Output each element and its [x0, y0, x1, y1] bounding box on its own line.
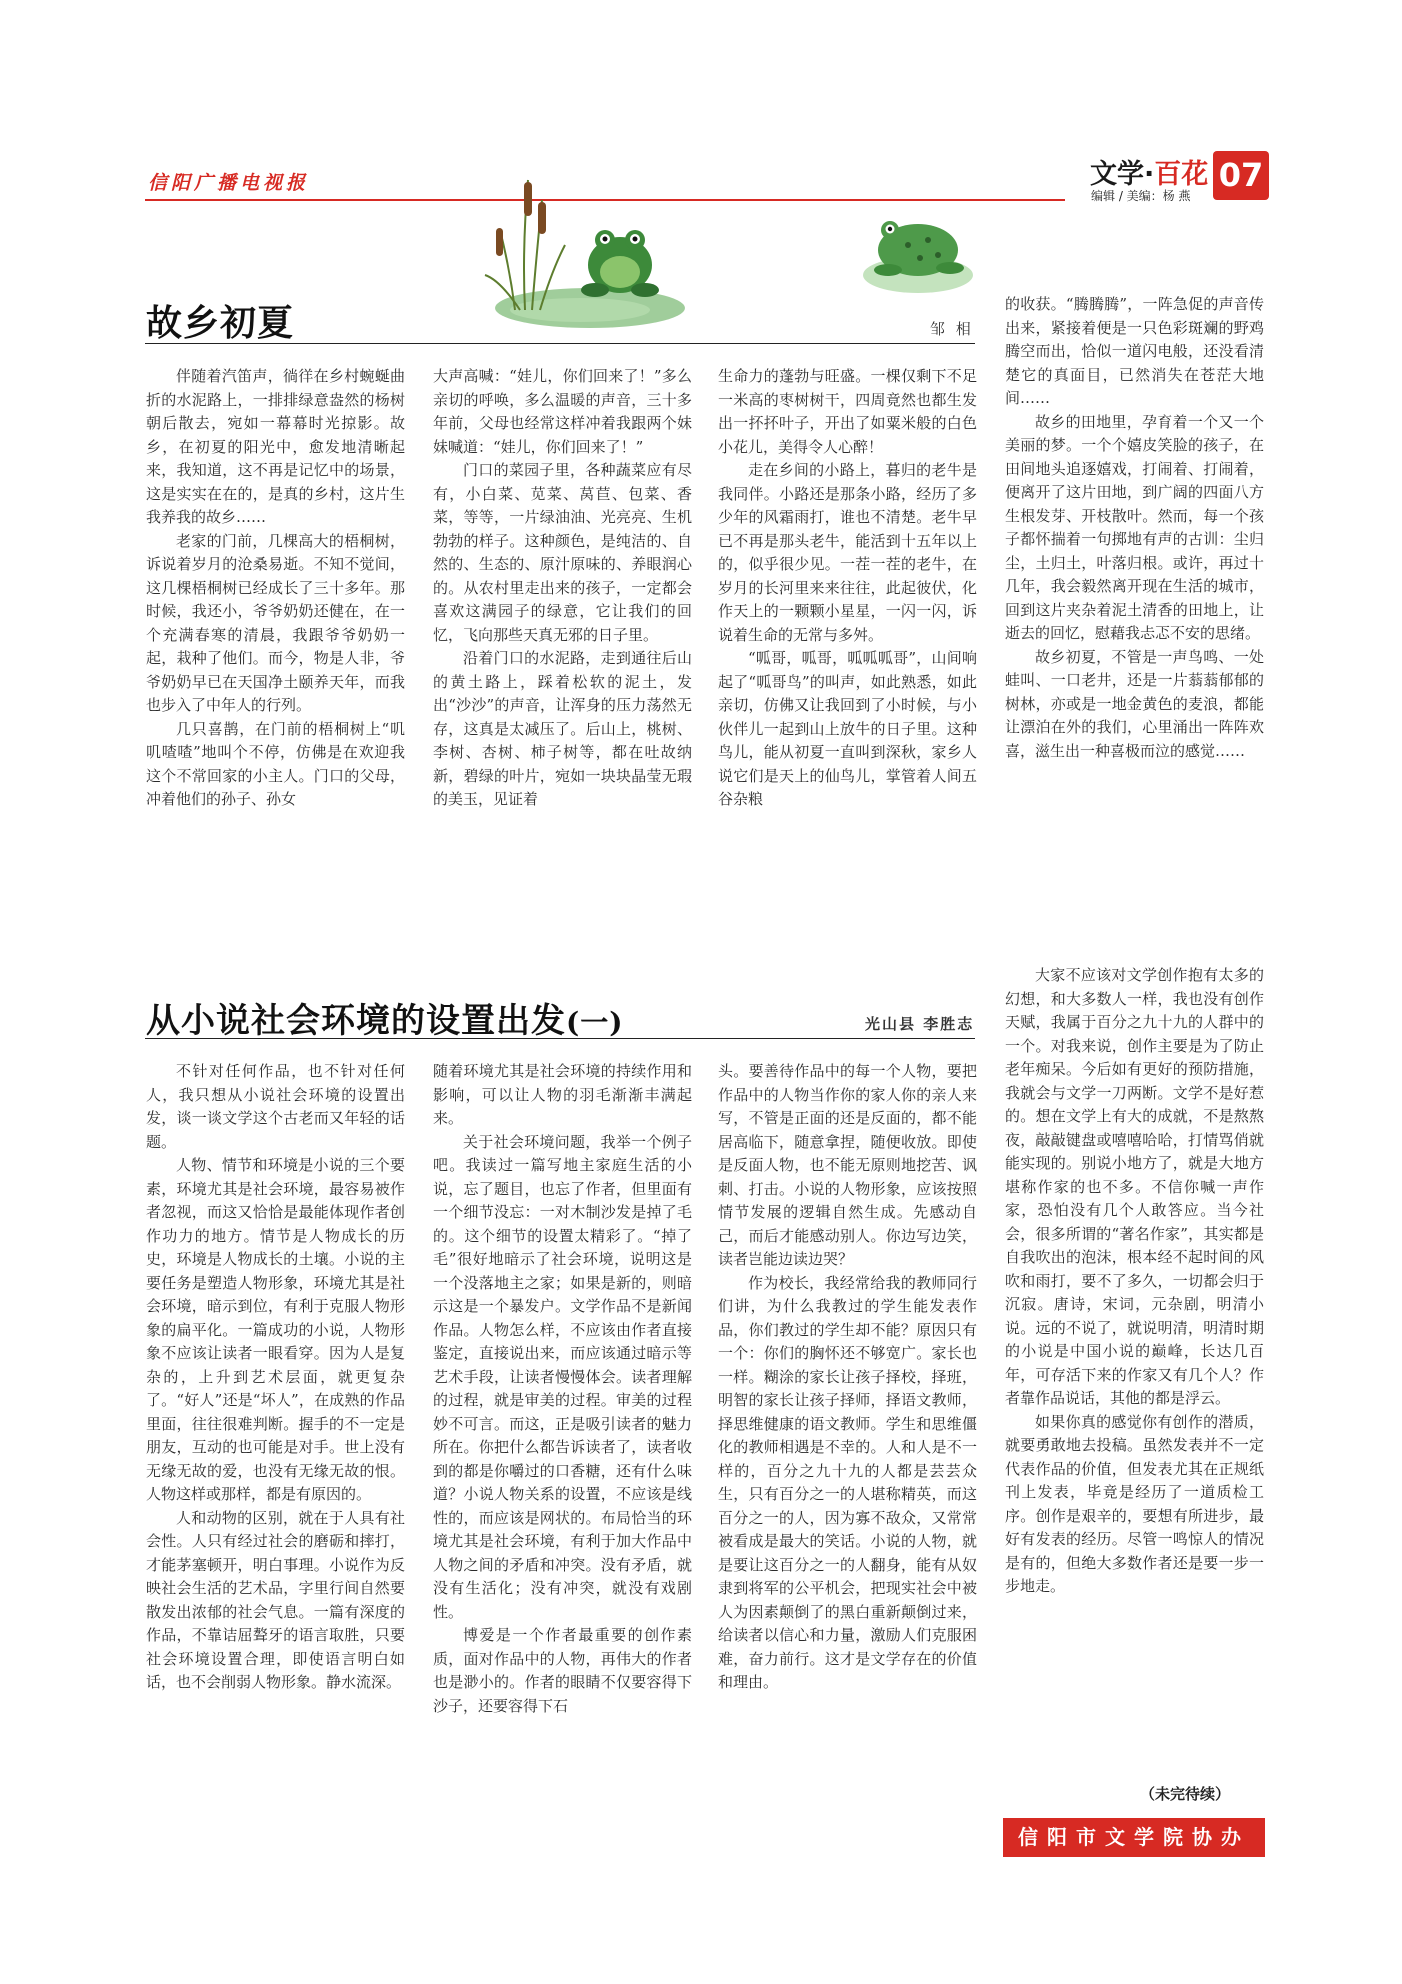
article-title: 故乡初夏: [146, 302, 295, 344]
paragraph: 人物、情节和环境是小说的三个要素，环境尤其是社会环境，最容易被作者忽视，而这又恰恰是最能体现作者创作功力的地方。情节是人物成长的历史，环境是人物成长的土壤。小说的主要任务是塑造人物形象，环境尤其是社会环境，暗示到位，有利于克服人物形象的扁平化。一篇成功的小说，人物形象不应该让读者一眼看穿。因为人是复杂的，上升到艺术层面，就更复杂了。“好人”还是“坏人”，在成熟的作品里面，往往很难判断。握手的不一定是朋友，互动的也可能是对手。世上没有无缘无故的爱，也没有无缘无故的恨。人物这样或那样，都是有原因的。: [146, 1156, 405, 1503]
article2-column-3: [718, 1060, 977, 1695]
reeds-frog-illustration: [470, 160, 720, 330]
paragraph: 几只喜鹊，在门前的梧桐树上“叽叽喳喳”地叫个不停，仿佛是在欢迎我这个不常回家的小主人。门口的父母，冲着他们的孙子、孙女: [146, 719, 405, 808]
article1-column-3: [718, 365, 977, 812]
section-title-part1: 文学·: [1090, 159, 1155, 190]
paragraph: 作为校长，我经常给我的教师同行们讲，为什么我教过的学生能发表作品，你们教过的学生却不能？原因只有一个：你们的胸怀还不够宽广。家长也一样。糊涂的家长让孩子择校，择班，明智的家长让孩子择师，择语文教师，择思维健康的语文教师。学生和思维僵化的教师相遇是不幸的。人和人是不一样的，百分之九十九的人都是芸芸众生，只有百分之一的人堪称精英，而这百分之一的人，因为寡不敌众，又常常被看成是最大的笑话。小说的人物，就是要让这百分之一的人翻身，能有从奴隶到将军的公平机会，把现实社会中被人为因素颠倒了的黑白重新颠倒过来，给读者以信心和力量，激励人们克服困难，奋力前行。这才是文学存在的价值和理由。: [718, 1273, 977, 1691]
article1-column-4: [1005, 293, 1264, 763]
paragraph: 故乡初夏，不管是一声鸟鸣、一处蛙叫、一口老井，还是一片蓊蓊郁郁的树林，亦或是一地金黄色的麦浪，都能让漂泊在外的我们，心里涌出一阵阵欢喜，滋生出一种喜极而泣的感觉……: [1005, 647, 1264, 760]
article-title-text: 从小说社会环境的设置出发: [146, 1001, 566, 1041]
section-title-part2: 百花: [1154, 159, 1209, 190]
paragraph: 随着环境尤其是社会环境的持续作用和影响，可以让人物的羽毛渐渐丰满起来。: [433, 1062, 692, 1127]
editor-credit: 编辑 / 美编：杨 燕: [1091, 189, 1191, 203]
article-title: [146, 993, 624, 1042]
article-author: 光山县 李胜志: [865, 1015, 975, 1033]
paragraph: 人和动物的区别，就在于人具有社会性。人只有经过社会的磨砺和摔打，才能茅塞顿开，明白事理。小说作为反映社会生活的艺术品，字里行间自然要散发出浓郁的社会气息。一篇有深度的作品，不靠诘屈聱牙的语言取胜，只要社会环境设置合理，即使语言明白如话，也不会削弱人物形象。静水流深。: [146, 1508, 405, 1691]
paragraph: 走在乡间的小路上，暮归的老牛是我同伴。小路还是那条小路，经历了多少年的风霜雨打，谁也不清楚。老牛早已不再是那头老牛，能活到十五年以上的，似乎很少见。一茬一茬的老牛，在岁月的长河里来来往往，此起彼伏，化作天上的一颗颗小星星，一闪一闪，诉说着生命的无常与多舛。: [718, 461, 977, 644]
title-underline: [145, 1038, 975, 1039]
paragraph: 伴随着汽笛声，徜徉在乡村蜿蜒曲折的水泥路上，一排排绿意盎然的杨树朝后散去，宛如一幕幕时光掠影。故乡，在初夏的阳光中，愈发地清晰起来，我知道，这不再是记忆中的场景，这是实实在在的，是真的乡村，这片生我养我的故乡……: [146, 367, 405, 526]
paragraph: 沿着门口的水泥路，走到通往后山的黄土路上，踩着松软的泥土，发出“沙沙”的声音，让浑身的压力荡然无存，这真是太减压了。后山上，桃树、李树、杏树、柿子树等，都在吐故纳新，碧绿的叶片，宛如一块块晶莹无瑕的美玉，见证着: [433, 649, 692, 808]
paragraph: 如果你真的感觉你有创作的潜质，就要勇敢地去投稿。虽然发表并不一定代表作品的价值，但发表尤其在正规纸刊上发表，毕竟是经历了一道质检工序。创作是艰辛的，要想有所进步，最好有发表的经历。尽管一鸣惊人的情况是有的，但绝大多数作者还是要一步一步地走。: [1005, 1412, 1264, 1595]
article-author: 邹 相: [930, 320, 974, 338]
newspaper-name: 信阳广播电视报: [148, 172, 310, 194]
article2-column-4: [1005, 964, 1264, 1599]
paragraph: “呱哥，呱哥，呱呱呱哥”，山间响起了“呱哥鸟”的叫声，如此熟悉，如此亲切，仿佛又让我回到了小时候，与小伙伴儿一起到山上放牛的日子里。这种鸟儿，能从初夏一直叫到深秋，家乡人说它们是天上的仙鸟儿，掌管着人间五谷杂粮: [718, 649, 977, 808]
paragraph: 头。要善待作品中的每一个人物，要把作品中的人物当作你的家人你的亲人来写，不管是正面的还是反面的，都不能居高临下，随意拿捏，随便收放。即使是反面人物，也不能无原则地挖苦、讽刺、打击。小说的人物形象，应该按照情节发展的逻辑自然生成。先感动自己，而后才能感动别人。你边写边笑，读者岂能边读边哭？: [718, 1062, 977, 1268]
frog-icon: [581, 230, 659, 297]
paragraph: 故乡的田地里，孕育着一个又一个美丽的梦。一个个嬉皮笑脸的孩子，在田间地头追逐嬉戏，打闹着、打闹着，便离开了这片田地，到广阔的四面八方生根发芽、开枝散叶。然而，每一个孩子都怀揣着一句掷地有声的古训：尘归尘，土归土，叶落归根。或许，再过十几年，我会毅然离开现在生活的城市，回到这片夹杂着泥土清香的田地上，让逝去的回忆，慰藉我忐忑不安的思绪。: [1005, 412, 1264, 642]
article-title-part: (一): [566, 1006, 624, 1039]
paragraph: 关于社会环境问题，我举一个例子吧。我读过一篇写地主家庭生活的小说，忘了题目，也忘了作者，但里面有一个细节没忘：一对木制沙发是掉了毛的。这个细节的设置太精彩了。“掉了毛”很好地暗示了社会环境，说明这是一个没落地主之家；如果是新的，则暗示这是一个暴发户。文学作品不是新闻作品。人物怎么样，不应该由作者直接鉴定，直接说出来，而应该通过暗示等艺术手段，让读者慢慢体会。读者理解的过程，就是审美的过程。审美的过程妙不可言。而这，正是吸引读者的魅力所在。你把什么都告诉读者了，读者收到的都是你嚼过的口香糖，还有什么味道？小说人物关系的设置，不应该是线性的，而应该是网状的。布局恰当的环境尤其是社会环境，有利于加大作品中人物之间的矛盾和冲突。没有矛盾，就没有生活化；没有冲突，就没有戏剧性。: [433, 1132, 692, 1621]
article2-column-2: [433, 1060, 692, 1718]
paragraph: 老家的门前，几棵高大的梧桐树，诉说着岁月的沧桑易逝。不知不觉间，这几棵梧桐树已经成长了三十多年。那时候，我还小，爷爷奶奶还健在，在一个充满春寒的清晨，我跟爷爷奶奶一起，栽种了他们。而今，物是人非，爷爷奶奶早已在天国净土颐养天年，而我也步入了中年人的行列。: [146, 531, 405, 714]
paragraph: 门口的菜园子里，各种蔬菜应有尽有，小白菜、苋菜、莴苣、包菜、香菜，等等，一片绿油油、光亮亮、生机勃勃的样子。这种颜色，是纯洁的、自然的、生态的、原汁原味的、养眼润心的。从农村里走出来的孩子，一定都会喜欢这满园子的绿意，它让我们的回忆，飞向那些天真无邪的日子里。: [433, 461, 692, 644]
co-organizer-banner: 信阳市文学院协办: [1003, 1818, 1265, 1857]
page-number-badge: 07: [1213, 151, 1269, 200]
article1-column-1: [146, 365, 405, 812]
frog-icon: [874, 221, 964, 276]
frog-illustration: [858, 200, 978, 300]
paragraph: 生命力的蓬勃与旺盛。一棵仅剩下不足一米高的枣树树干，四周竟然也都生发出一抔抔叶子，开出了如粟米般的白色小花儿，美得令人心醉！: [718, 367, 977, 456]
paragraph: 大家不应该对文学创作抱有太多的幻想，和大多数人一样，我也没有创作天赋，我属于百分之九十九的人群中的一个。对我来说，创作主要是为了防止老年痴呆。今后如有更好的预防措施，我就会与文学一刀两断。文学不是好惹的。想在文学上有大的成就，不是熬熬夜，敲敲键盘或嘻嘻哈哈，打情骂俏就能实现的。别说小地方了，就是大地方堪称作家的也不多。不信你喊一声作家，恐怕没有几个人敢答应。当今社会，很多所谓的“著名作家”，其实都是自我吹出的泡沫，根本经不起时间的风吹和雨打，要不了多久，一切都会归于沉寂。唐诗，宋词，元杂剧，明清小说。远的不说了，就说明清，明清时期的小说是中国小说的巅峰，长达几百年，可存活下来的作家又有几个人？作者靠作品说话，其他的都是浮云。: [1005, 966, 1264, 1407]
article2-column-1: [146, 1060, 405, 1695]
article1-column-2: [433, 365, 692, 812]
title-underline: [145, 343, 975, 344]
to-be-continued-note: （未完待续）: [1140, 1785, 1231, 1803]
paragraph: 的收获。“腾腾腾”，一阵急促的声音传出来，紧接着便是一只色彩斑斓的野鸡腾空而出，恰似一道闪电般，还没看清楚它的真面目，已然消失在苍茫大地间……: [1005, 295, 1264, 407]
paragraph: 不针对任何作品，也不针对任何人，我只想从小说社会环境的设置出发，谈一谈文学这个古老而又年轻的话题。: [146, 1062, 405, 1151]
section-title: [1090, 152, 1208, 191]
paragraph: 大声高喊：“娃儿，你们回来了！”多么亲切的呼唤，多么温暖的声音，三十多年前，父母也经常这样冲着我跟两个妹妹喊道：“娃儿，你们回来了！”: [433, 367, 692, 456]
paragraph: 博爱是一个作者最重要的创作素质，面对作品中的人物，再伟大的作者也是渺小的。作者的眼睛不仅要容得下沙子，还要容得下石: [433, 1626, 692, 1715]
